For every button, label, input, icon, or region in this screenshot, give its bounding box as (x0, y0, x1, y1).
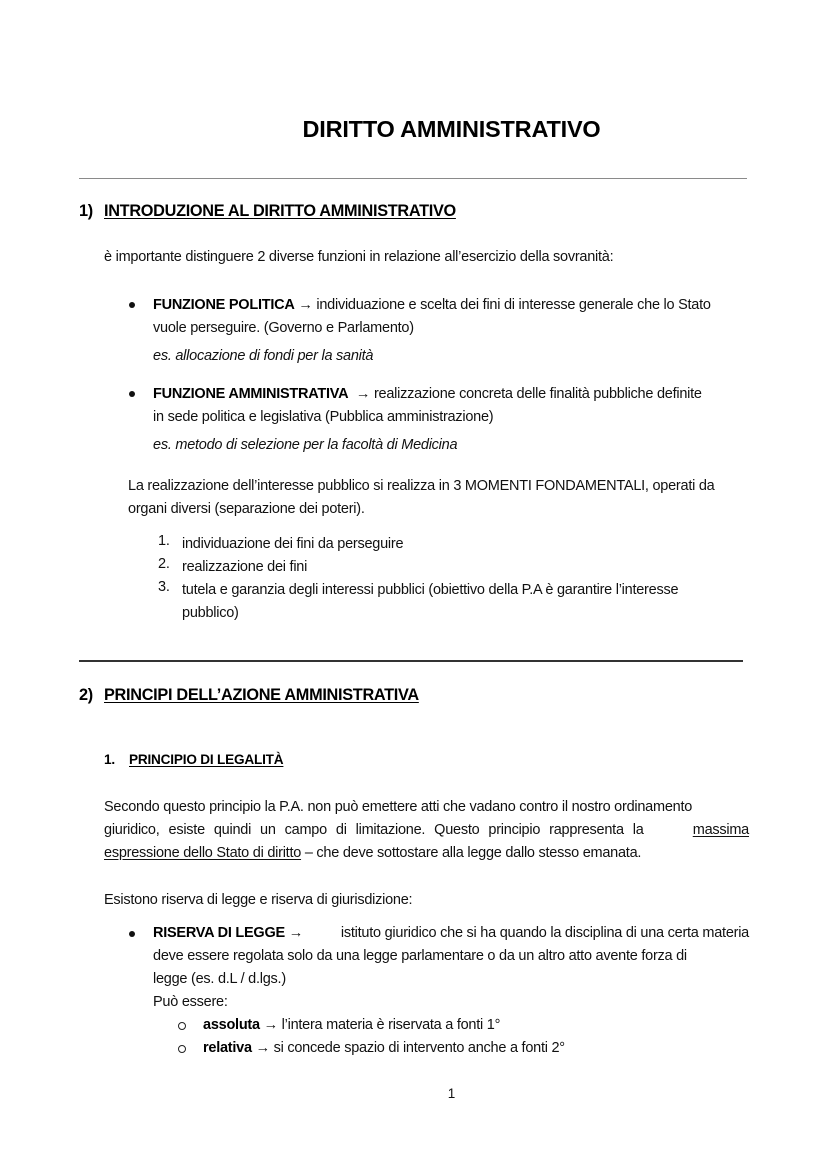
section-1-title: INTRODUZIONE AL DIRITTO AMMINISTRATIVO (104, 202, 456, 220)
list-item: tutela e garanzia degli interessi pubblici (obiettivo della P.A è garantire l’interesse (182, 582, 679, 598)
list-number: 3. (158, 579, 170, 595)
bullet-riserva-di-legge (153, 922, 749, 945)
subsection-1-number: 1. (104, 752, 115, 767)
bullet-icon (129, 931, 135, 937)
section-1-heading (79, 202, 456, 221)
arrow-icon: → (263, 1017, 278, 1033)
bullet-example: es. allocazione di fondi per la sanità (153, 348, 374, 364)
bullet-text: realizzazione concreta delle finalità pubbliche definite (373, 386, 702, 402)
list-item-cont: pubblico) (182, 605, 239, 621)
legality-paragraph: Secondo questo principio la P.A. non può emettere atti che vadano contro il nostro ordinamento (104, 799, 693, 815)
legality-emphasis: massima (692, 822, 749, 838)
bullet-term: RISERVA DI LEGGE (153, 925, 285, 941)
list-number: 2. (158, 556, 170, 572)
bullet-example: es. metodo di selezione per la facoltà di Medicina (153, 437, 458, 453)
sub-bullet-term: relativa (203, 1040, 252, 1056)
arrow-icon: → (355, 386, 371, 402)
legality-paragraph-line3 (104, 842, 641, 865)
legality-paragraph-line2 (104, 819, 749, 842)
bullet-text: individuazione e scelta dei fini di interesse generale che lo Stato (316, 297, 711, 313)
bullet-term: FUNZIONE AMMINISTRATIVA (153, 386, 349, 402)
bullet-text-cont: legge (es. d.L / d.lgs.) (153, 971, 286, 987)
title-divider (79, 178, 747, 179)
bullet-text: istituto giuridico che si ha quando la disciplina di una certa materia (340, 925, 749, 941)
riserve-intro: Esistono riserva di legge e riserva di giurisdizione: (104, 892, 413, 908)
sub-bullet-text: si concede spazio di intervento anche a fonti 2° (273, 1040, 565, 1056)
circle-bullet-icon (178, 1022, 186, 1030)
bullet-text-cont: Può essere: (153, 994, 228, 1010)
subsection-1-title: PRINCIPIO DI LEGALITÀ (129, 752, 284, 767)
arrow-icon: → (255, 1040, 270, 1056)
arrow-icon: → (288, 925, 303, 941)
legality-text: giuridico, esiste quindi un campo di limitazione. Questo principio rappresenta la (104, 822, 644, 838)
section-2-title: PRINCIPI DELL’AZIONE AMMINISTRATIVA (104, 686, 419, 704)
section-1-number: 1) (79, 202, 93, 220)
bullet-text-cont: vuole perseguire. (Governo e Parlamento) (153, 320, 414, 336)
bullet-icon (129, 302, 135, 308)
page-number: 1 (447, 1086, 456, 1101)
sub-bullet-relativa (203, 1037, 565, 1060)
document-title: DIRITTO AMMINISTRATIVO (302, 116, 601, 142)
legality-text: – che deve sottostare alla legge dallo stesso emanata. (301, 845, 642, 861)
bullet-icon (129, 391, 135, 397)
list-number: 1. (158, 533, 170, 549)
section-2-number: 2) (79, 686, 93, 704)
circle-bullet-icon (178, 1045, 186, 1053)
legality-emphasis: espressione dello Stato di diritto (104, 845, 302, 861)
section-2-heading (79, 686, 419, 705)
bullet-funzione-amministrativa (153, 383, 702, 406)
bullet-text-cont: deve essere regolata solo da una legge parlamentare o da un altro atto avente forza di (153, 948, 687, 964)
subsection-1-heading (104, 752, 283, 767)
bullet-text-cont: in sede politica e legislativa (Pubblica amministrazione) (153, 409, 494, 425)
sub-bullet-assoluta (203, 1014, 500, 1037)
bullet-funzione-politica (153, 294, 711, 317)
sub-bullet-text: l’intera materia è riservata a fonti 1° (281, 1017, 501, 1033)
list-item: individuazione dei fini da perseguire (182, 536, 404, 552)
section-divider (79, 660, 743, 662)
sub-bullet-term: assoluta (203, 1017, 260, 1033)
moments-paragraph-cont: organi diversi (separazione dei poteri). (128, 501, 365, 517)
moments-paragraph: La realizzazione dell’interesse pubblico si realizza in 3 MOMENTI FONDAMENTALI, operati da (128, 478, 715, 494)
arrow-icon: → (298, 297, 313, 313)
list-item: realizzazione dei fini (182, 559, 308, 575)
bullet-term: FUNZIONE POLITICA (153, 297, 295, 313)
section-1-intro: è importante distinguere 2 diverse funzioni in relazione all’esercizio della sovranità: (104, 249, 614, 265)
